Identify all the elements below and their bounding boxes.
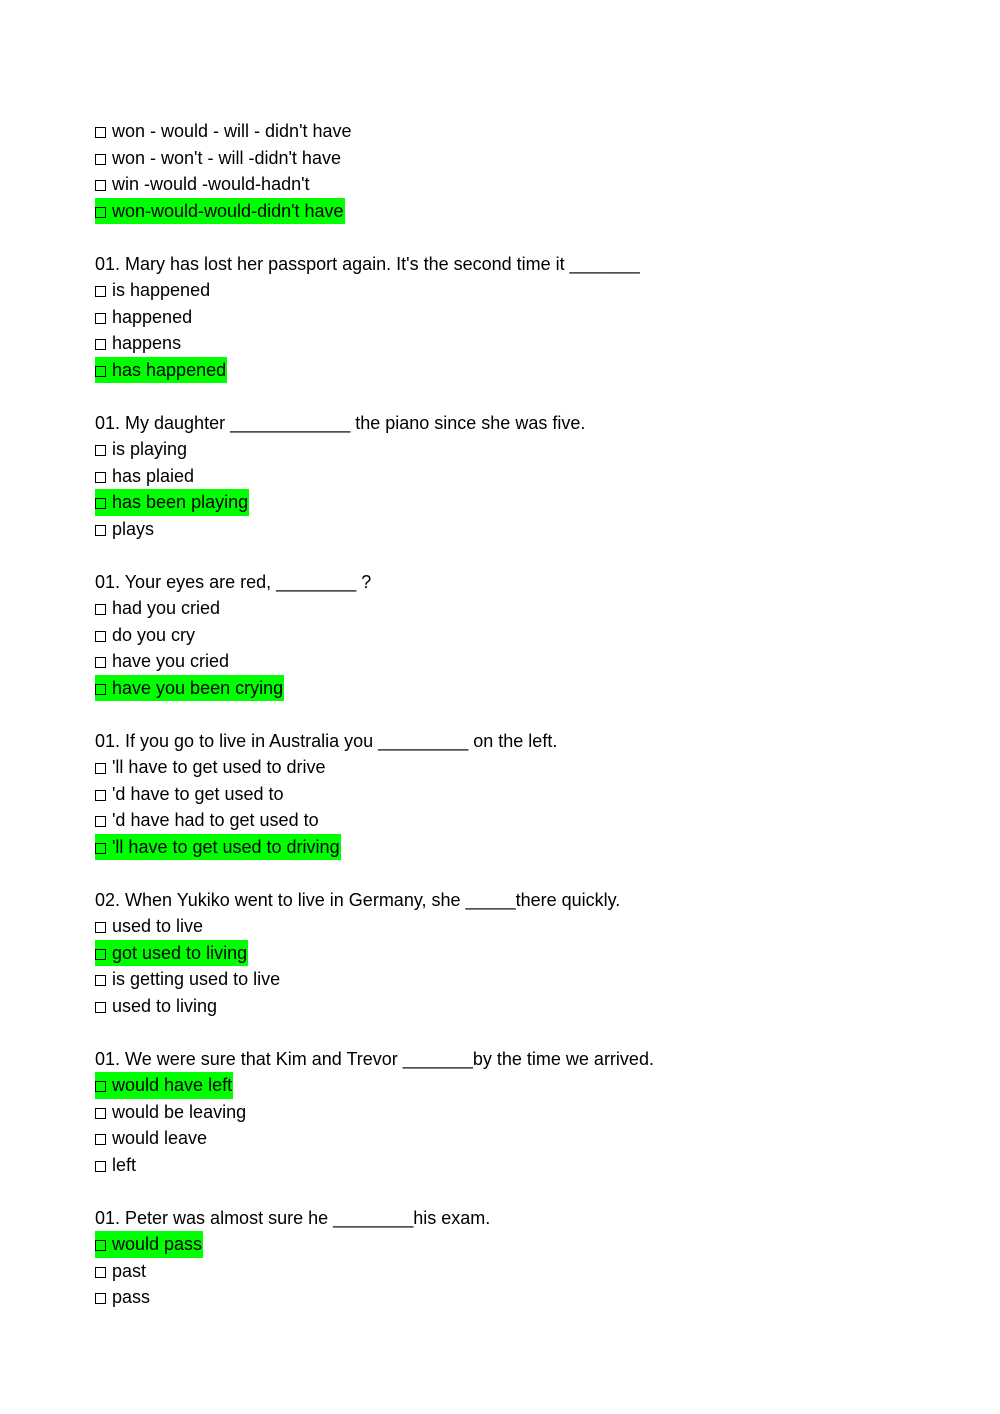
option-label: is playing: [112, 439, 188, 459]
option-label: have you cried: [112, 651, 230, 671]
option-content: [95, 118, 353, 145]
option-content: [95, 622, 196, 649]
option-content: [95, 834, 341, 861]
question-text: 01. My daughter ____________ the piano since she was five.: [95, 412, 586, 433]
answer-option-correct[interactable]: [95, 489, 915, 516]
checkbox-icon[interactable]: [95, 1002, 106, 1013]
checkbox-icon[interactable]: [95, 180, 106, 191]
answer-option[interactable]: [95, 304, 915, 331]
option-content: [95, 489, 249, 516]
option-label: is happened: [112, 280, 211, 300]
checkbox-icon[interactable]: [95, 1134, 106, 1145]
answer-option-correct[interactable]: [95, 198, 915, 225]
option-content: [95, 781, 285, 808]
option-content: [95, 754, 327, 781]
checkbox-icon[interactable]: [95, 313, 106, 324]
option-content: [95, 198, 345, 225]
option-label: won - won't - will -didn't have: [112, 147, 341, 168]
quiz-document: [95, 118, 915, 1337]
option-content: [95, 675, 284, 702]
option-label: pass: [112, 1287, 151, 1307]
option-content: [95, 807, 320, 834]
option-label: left: [112, 1154, 137, 1175]
checkbox-icon[interactable]: [95, 154, 106, 165]
checkbox-icon[interactable]: [95, 127, 106, 138]
question-text: 01. Peter was almost sure he ________his exam.: [95, 1207, 491, 1228]
option-content: [95, 966, 281, 993]
option-content: [95, 648, 230, 675]
option-label: 'll have to get used to drive: [112, 757, 326, 777]
checkbox-icon[interactable]: [95, 949, 106, 960]
option-content: [95, 516, 155, 543]
answer-option[interactable]: [95, 1099, 915, 1126]
option-label: would leave: [112, 1128, 208, 1148]
answer-option[interactable]: [95, 993, 915, 1020]
answer-option[interactable]: [95, 1284, 915, 1311]
option-content: [95, 1284, 151, 1311]
answer-option[interactable]: [95, 807, 915, 834]
question-block: [95, 1046, 915, 1179]
option-content: [95, 436, 188, 463]
checkbox-icon[interactable]: [95, 1108, 106, 1119]
question-text: 01. Mary has lost her passport again. It's the second time it _______: [95, 253, 640, 274]
question-block: [95, 887, 915, 1020]
answer-option-correct[interactable]: [95, 834, 915, 861]
option-label: used to live: [112, 916, 204, 936]
answer-option-correct[interactable]: [95, 1072, 915, 1099]
answer-option[interactable]: [95, 436, 915, 463]
option-label: has been playing: [112, 492, 249, 512]
question-block: [95, 410, 915, 543]
option-label: have you been crying: [112, 677, 284, 698]
checkbox-icon[interactable]: [95, 790, 106, 801]
option-label: 'll have to get used to driving: [112, 836, 340, 857]
answer-option[interactable]: [95, 781, 915, 808]
question-block: [95, 251, 915, 384]
answer-option[interactable]: [95, 1152, 915, 1179]
checkbox-icon[interactable]: [95, 816, 106, 827]
checkbox-icon[interactable]: [95, 207, 106, 218]
option-label: would pass: [112, 1234, 203, 1254]
option-content: [95, 330, 182, 357]
answer-option-correct[interactable]: [95, 940, 915, 967]
option-content: [95, 145, 342, 172]
answer-option[interactable]: [95, 913, 915, 940]
option-label: used to living: [112, 995, 218, 1016]
answer-option[interactable]: [95, 145, 915, 172]
checkbox-icon[interactable]: [95, 339, 106, 350]
option-content: [95, 595, 221, 622]
answer-option[interactable]: [95, 1258, 915, 1285]
answer-option[interactable]: [95, 1125, 915, 1152]
answer-option[interactable]: [95, 516, 915, 543]
question-block: [95, 569, 915, 702]
answer-option[interactable]: [95, 171, 915, 198]
checkbox-icon[interactable]: [95, 684, 106, 695]
option-content: [95, 940, 248, 967]
option-label: would be leaving: [112, 1101, 247, 1122]
option-label: happened: [112, 306, 193, 327]
option-content: [95, 304, 193, 331]
checkbox-icon[interactable]: [95, 498, 106, 509]
option-content: [95, 913, 204, 940]
checkbox-icon[interactable]: [95, 922, 106, 933]
answer-option-correct[interactable]: [95, 357, 915, 384]
option-content: [95, 1258, 147, 1285]
option-label: win -would -would-hadn't: [112, 174, 310, 194]
checkbox-icon[interactable]: [95, 1240, 106, 1251]
option-content: [95, 1072, 233, 1099]
option-label: past: [112, 1260, 147, 1281]
option-content: [95, 1125, 208, 1152]
checkbox-icon[interactable]: [95, 975, 106, 986]
answer-option[interactable]: [95, 330, 915, 357]
answer-option-correct[interactable]: [95, 675, 915, 702]
option-label: had you cried: [112, 598, 221, 618]
answer-option[interactable]: [95, 463, 915, 490]
checkbox-icon[interactable]: [95, 763, 106, 774]
option-content: [95, 277, 211, 304]
question-text: 01. We were sure that Kim and Trevor _______by the time we arrived.: [95, 1048, 654, 1069]
option-label: won-would-would-didn't have: [112, 200, 344, 221]
option-content: [95, 993, 218, 1020]
checkbox-icon[interactable]: [95, 631, 106, 642]
option-content: [95, 463, 195, 490]
option-content: [95, 357, 227, 384]
answer-option[interactable]: [95, 648, 915, 675]
answer-option[interactable]: [95, 277, 915, 304]
option-label: 'd have had to get used to: [112, 810, 319, 830]
option-content: [95, 1152, 137, 1179]
option-label: happens: [112, 333, 182, 353]
question-text: 01. If you go to live in Australia you _________ on the left.: [95, 730, 558, 751]
checkbox-icon[interactable]: [95, 1081, 106, 1092]
option-content: [95, 1231, 203, 1258]
question-text: 02. When Yukiko went to live in Germany, she _____there quickly.: [95, 889, 621, 910]
checkbox-icon[interactable]: [95, 604, 106, 615]
option-label: got used to living: [112, 942, 248, 963]
option-label: has happened: [112, 359, 227, 380]
checkbox-icon[interactable]: [95, 366, 106, 377]
option-content: [95, 171, 311, 198]
answer-option[interactable]: [95, 966, 915, 993]
answer-option-correct[interactable]: [95, 1231, 915, 1258]
question-block: [95, 728, 915, 861]
option-label: is getting used to live: [112, 969, 281, 989]
option-label: do you cry: [112, 624, 196, 645]
checkbox-icon[interactable]: [95, 472, 106, 483]
question-text: 01. Your eyes are red, ________ ?: [95, 571, 372, 592]
answer-option[interactable]: [95, 754, 915, 781]
checkbox-icon[interactable]: [95, 1293, 106, 1304]
answer-option[interactable]: [95, 118, 915, 145]
checkbox-icon[interactable]: [95, 525, 106, 536]
option-label: 'd have to get used to: [112, 783, 284, 804]
answer-option[interactable]: [95, 595, 915, 622]
answer-option[interactable]: [95, 622, 915, 649]
checkbox-icon[interactable]: [95, 843, 106, 854]
option-label: won - would - will - didn't have: [112, 121, 352, 141]
checkbox-icon[interactable]: [95, 445, 106, 456]
checkbox-icon[interactable]: [95, 1161, 106, 1172]
option-content: [95, 1099, 247, 1126]
checkbox-icon[interactable]: [95, 1267, 106, 1278]
option-label: has plaied: [112, 465, 195, 486]
checkbox-icon[interactable]: [95, 286, 106, 297]
checkbox-icon[interactable]: [95, 657, 106, 668]
question-block: [95, 118, 915, 224]
question-block: [95, 1205, 915, 1311]
option-label: plays: [112, 518, 155, 539]
option-label: would have left: [112, 1075, 233, 1095]
